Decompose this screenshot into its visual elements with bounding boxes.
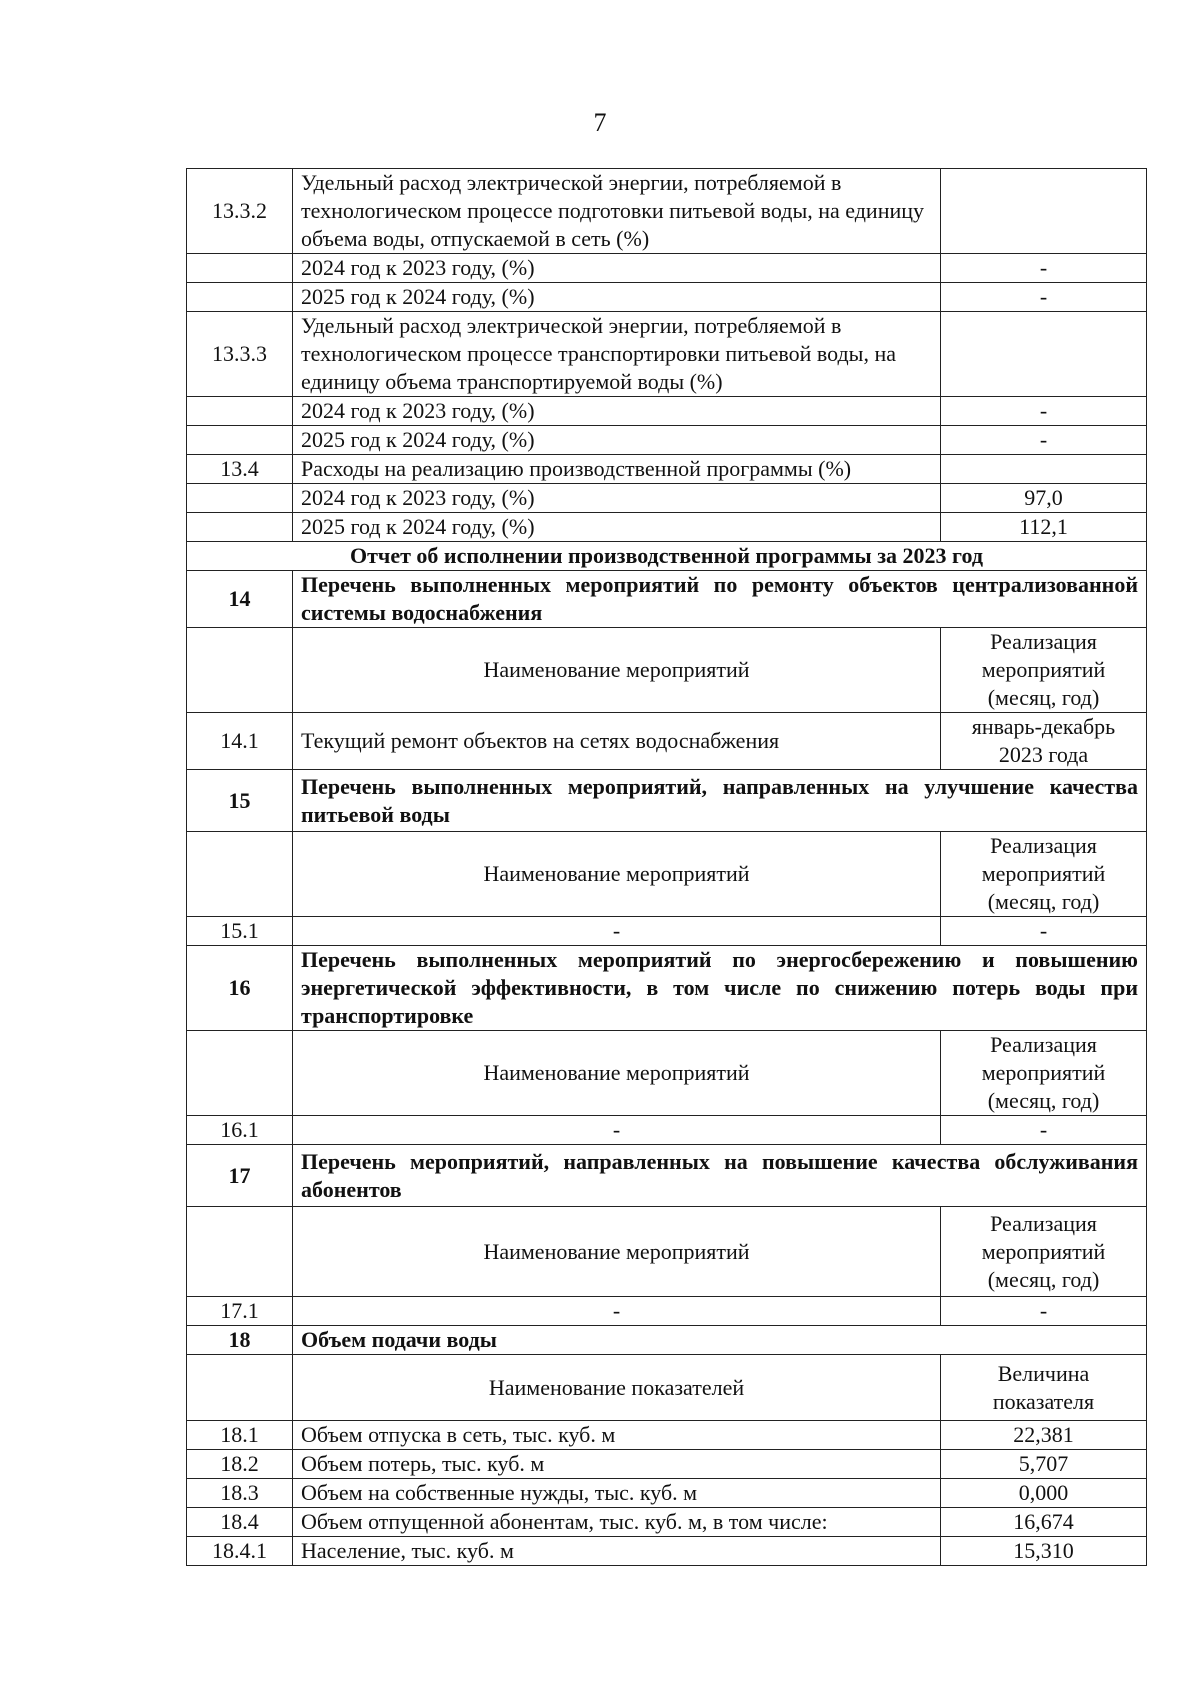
row-value bbox=[941, 455, 1147, 484]
table-row bbox=[187, 254, 1147, 283]
row-number bbox=[187, 1355, 293, 1421]
section-header bbox=[187, 1145, 1147, 1207]
table-row bbox=[187, 283, 1147, 312]
row-value: 112,1 bbox=[941, 513, 1147, 542]
row-value: 97,0 bbox=[941, 484, 1147, 513]
row-value: 0,000 bbox=[941, 1479, 1147, 1508]
row-text: Объем потерь, тыс. куб. м bbox=[293, 1450, 941, 1479]
column-header-row bbox=[187, 1207, 1147, 1297]
column-header-impl: Реализация мероприятий (месяц, год) bbox=[941, 1031, 1147, 1116]
row-number bbox=[187, 513, 293, 542]
row-text: 2025 год к 2024 году, (%) bbox=[293, 513, 941, 542]
column-header-impl: Реализация мероприятий (месяц, год) bbox=[941, 832, 1147, 917]
column-header-row bbox=[187, 1355, 1147, 1421]
row-text: 2025 год к 2024 году, (%) bbox=[293, 426, 941, 455]
column-header-name: Наименование показателей bbox=[293, 1355, 941, 1421]
row-value bbox=[941, 169, 1147, 254]
row-number: 17.1 bbox=[187, 1297, 293, 1326]
table-row bbox=[187, 1297, 1147, 1326]
table-row bbox=[187, 1450, 1147, 1479]
row-text: 2024 год к 2023 году, (%) bbox=[293, 484, 941, 513]
column-header-name: Наименование мероприятий bbox=[293, 628, 941, 713]
column-header-impl: Величина показателя bbox=[941, 1355, 1147, 1421]
section-header bbox=[187, 946, 1147, 1031]
row-number: 13.4 bbox=[187, 455, 293, 484]
table-row bbox=[187, 312, 1147, 397]
table-row bbox=[187, 397, 1147, 426]
section-header bbox=[187, 571, 1147, 628]
row-value: - bbox=[941, 1116, 1147, 1145]
row-number bbox=[187, 283, 293, 312]
row-value: январь-декабрь 2023 года bbox=[941, 713, 1147, 770]
column-header-impl: Реализация мероприятий (месяц, год) bbox=[941, 628, 1147, 713]
row-value bbox=[941, 312, 1147, 397]
table-row bbox=[187, 1116, 1147, 1145]
section-title: Перечень мероприятий, направленных на повышение качества обслуживания абонентов bbox=[293, 1145, 1147, 1207]
row-number bbox=[187, 254, 293, 283]
row-value: 5,707 bbox=[941, 1450, 1147, 1479]
column-header-row bbox=[187, 628, 1147, 713]
row-number: 16.1 bbox=[187, 1116, 293, 1145]
section-number: 17 bbox=[187, 1145, 293, 1207]
row-text: Удельный расход электрической энергии, потребляемой в технологическом процессе транспортировки питьевой воды, на единицу объема транспортируемой воды (%) bbox=[293, 312, 941, 397]
row-value: - bbox=[941, 397, 1147, 426]
row-value: 22,381 bbox=[941, 1421, 1147, 1450]
row-value: - bbox=[941, 1297, 1147, 1326]
table-row bbox=[187, 1479, 1147, 1508]
row-value: - bbox=[941, 254, 1147, 283]
section-header bbox=[187, 1326, 1147, 1355]
section-header bbox=[187, 770, 1147, 832]
row-number bbox=[187, 397, 293, 426]
table-row bbox=[187, 542, 1147, 571]
table-row bbox=[187, 713, 1147, 770]
table-row bbox=[187, 1421, 1147, 1450]
row-number bbox=[187, 1207, 293, 1297]
row-number bbox=[187, 832, 293, 917]
row-text: - bbox=[293, 1297, 941, 1326]
row-number bbox=[187, 484, 293, 513]
table-row bbox=[187, 455, 1147, 484]
column-header-row bbox=[187, 832, 1147, 917]
row-text: - bbox=[293, 1116, 941, 1145]
row-number: 18.1 bbox=[187, 1421, 293, 1450]
row-text: 2025 год к 2024 году, (%) bbox=[293, 283, 941, 312]
row-text: 2024 год к 2023 году, (%) bbox=[293, 254, 941, 283]
row-text: Объем отпуска в сеть, тыс. куб. м bbox=[293, 1421, 941, 1450]
row-value: 16,674 bbox=[941, 1508, 1147, 1537]
section-number: 18 bbox=[187, 1326, 293, 1355]
table-row bbox=[187, 917, 1147, 946]
column-header-name: Наименование мероприятий bbox=[293, 1031, 941, 1116]
section-title: Перечень выполненных мероприятий по ремонту объектов централизованной системы водоснабжения bbox=[293, 571, 1147, 628]
column-header-impl: Реализация мероприятий (месяц, год) bbox=[941, 1207, 1147, 1297]
row-text: Объем на собственные нужды, тыс. куб. м bbox=[293, 1479, 941, 1508]
row-number bbox=[187, 1031, 293, 1116]
table-row bbox=[187, 169, 1147, 254]
table-row bbox=[187, 513, 1147, 542]
column-header-name: Наименование мероприятий bbox=[293, 1207, 941, 1297]
row-text: Население, тыс. куб. м bbox=[293, 1537, 941, 1566]
row-number: 18.4 bbox=[187, 1508, 293, 1537]
section-number: 15 bbox=[187, 770, 293, 832]
report-table bbox=[186, 168, 1147, 1566]
row-number bbox=[187, 426, 293, 455]
row-text: 2024 год к 2023 году, (%) bbox=[293, 397, 941, 426]
row-number bbox=[187, 628, 293, 713]
section-number: 14 bbox=[187, 571, 293, 628]
column-header-row bbox=[187, 1031, 1147, 1116]
row-value: - bbox=[941, 283, 1147, 312]
table-row bbox=[187, 1537, 1147, 1566]
column-header-name: Наименование мероприятий bbox=[293, 832, 941, 917]
row-text: Расходы на реализацию производственной программы (%) bbox=[293, 455, 941, 484]
table-row bbox=[187, 426, 1147, 455]
row-number: 14.1 bbox=[187, 713, 293, 770]
report-title: Отчет об исполнении производственной программы за 2023 год bbox=[187, 542, 1147, 571]
section-title: Перечень выполненных мероприятий по энергосбережению и повышению энергетической эффективности, в том числе по снижению потерь воды при транспортировке bbox=[293, 946, 1147, 1031]
table-row bbox=[187, 484, 1147, 513]
row-value: - bbox=[941, 426, 1147, 455]
row-value: - bbox=[941, 917, 1147, 946]
row-number: 15.1 bbox=[187, 917, 293, 946]
row-number: 13.3.2 bbox=[187, 169, 293, 254]
row-text: - bbox=[293, 917, 941, 946]
section-title: Объем подачи воды bbox=[293, 1326, 1147, 1355]
row-number: 18.2 bbox=[187, 1450, 293, 1479]
section-title: Перечень выполненных мероприятий, направленных на улучшение качества питьевой воды bbox=[293, 770, 1147, 832]
row-text: Текущий ремонт объектов на сетях водоснабжения bbox=[293, 713, 941, 770]
page-number: 7 bbox=[593, 108, 607, 137]
row-text: Объем отпущенной абонентам, тыс. куб. м, в том числе: bbox=[293, 1508, 941, 1537]
row-value: 15,310 bbox=[941, 1537, 1147, 1566]
row-text: Удельный расход электрической энергии, потребляемой в технологическом процессе подготовки питьевой воды, на единицу объема воды, отпускаемой в сеть (%) bbox=[293, 169, 941, 254]
section-number: 16 bbox=[187, 946, 293, 1031]
row-number: 18.3 bbox=[187, 1479, 293, 1508]
row-number: 18.4.1 bbox=[187, 1537, 293, 1566]
row-number: 13.3.3 bbox=[187, 312, 293, 397]
table-row bbox=[187, 1508, 1147, 1537]
